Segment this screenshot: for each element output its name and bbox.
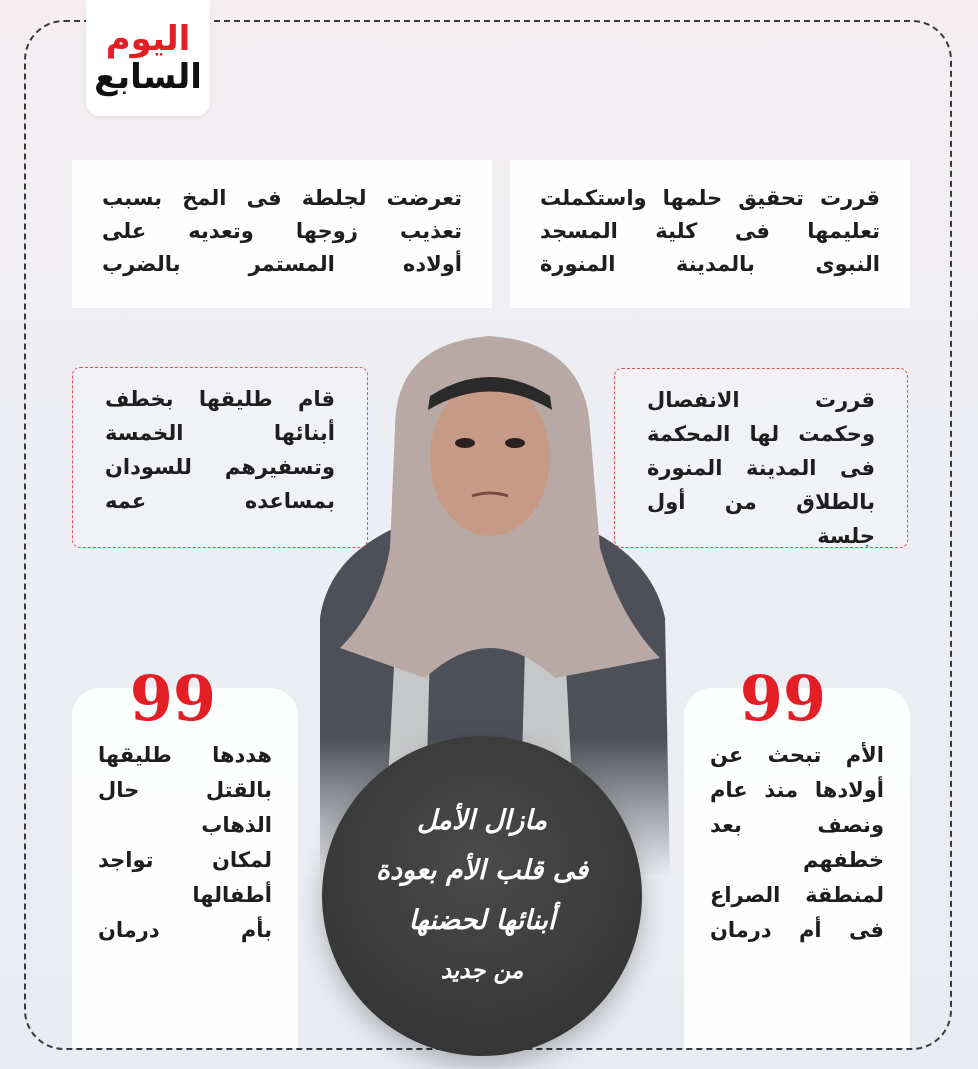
text-line: قام طليقها بخطف [105,387,335,411]
text-line: أولاده المستمر بالضرب [102,252,462,276]
logo-text-black: السابع [94,57,202,97]
text-line: بأم درمان [98,918,272,942]
text-line: النبوى بالمدينة المنورة [540,252,880,276]
quote-card-left [72,662,298,1048]
circle-line: فى قلب الأم بعودة [375,855,589,886]
text-line: أطفالها [192,883,272,907]
text-line: فى المدينة المنورة [647,456,875,480]
text-line: تعذيب زوجها وتعديه على [102,219,462,243]
text-line: تعليمها فى كلية المسجد [540,219,880,243]
text-line: تعرضت لجلطة فى المخ بسبب [102,186,462,210]
info-box-top-right [510,160,910,308]
logo-text-red: اليوم [105,19,191,59]
quote-card-right [684,662,910,1048]
info-box-mid-right [614,368,908,548]
circle-line: أبنائها لحضنها [408,905,556,936]
info-box-mid-left [72,367,368,548]
text-line: بمساعده عمه [105,489,335,513]
quote-icon: 99 [739,662,826,735]
text-line: ونصف بعد [710,813,884,837]
circle-line: من جديد [440,957,524,984]
quote-icon: 99 [129,662,216,735]
text-line: وحكمت لها المحكمة [647,422,875,446]
text-line: أولادها منذ عام [710,778,884,802]
center-circle [322,736,642,1056]
text-line: فى أم درمان [710,918,884,942]
text-line: أبنائها الخمسة [105,421,335,445]
text-line: بالطلاق من أول جلسة [647,490,875,548]
text-line: الذهاب [201,813,272,837]
text-line: لمنطقة الصراع [710,883,884,907]
circle-line: مازال الأمل [416,805,548,836]
info-box-top-left [72,160,492,308]
text-line: لمكان تواجد [98,848,272,872]
text-line: الأم تبحث عن [710,743,884,767]
text-line: بالقتل حال [98,778,272,802]
text-line: قررت تحقيق حلمها واستكملت [540,186,880,210]
text-line: قررت الانفصال [647,388,875,412]
text-line: وتسفيرهم للسودان [105,455,335,479]
text-line: خطفهم [802,848,884,872]
logo [86,0,210,116]
text-line: هددها طليقها [98,743,272,767]
